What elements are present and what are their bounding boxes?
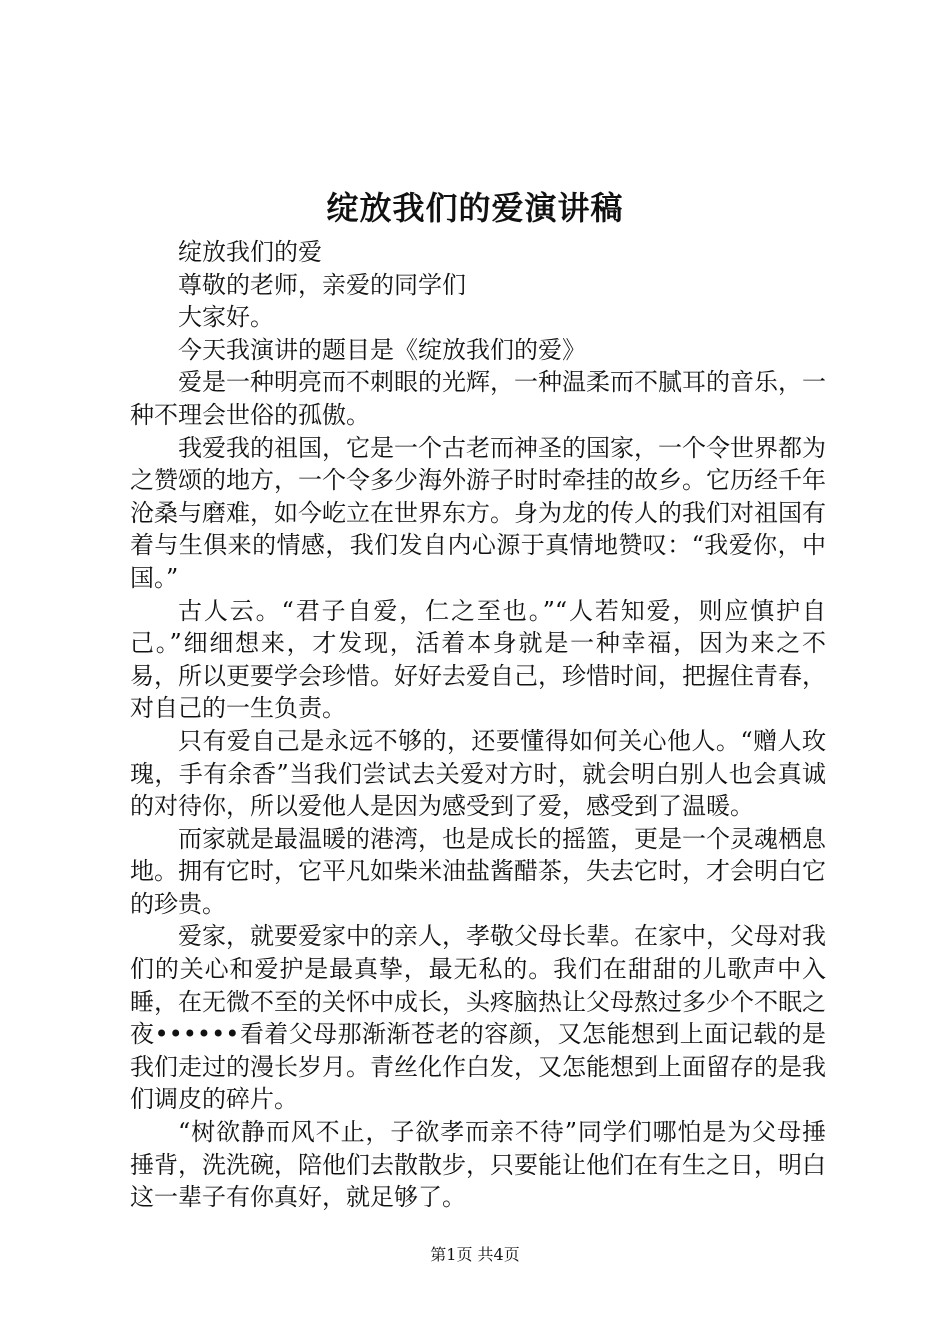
paragraph-greeting: 大家好。 — [178, 303, 274, 332]
paragraph: 我爱我的祖国，它是一个古老而神圣的国家，一个令世界都为之赞颂的地方，一个令多少海外游子时时牵挂的故乡。它历经千年沧桑与磨难，如今屹立在世界东方。身为龙的传人的我们对祖国有着与生俱来的情感，我们发自内心源于真情地赞叹：“我爱你，中国。” — [130, 433, 826, 592]
paragraph: 古人云。“君子自爱，仁之至也。”“人若知爱，则应慎护自己。”细细想来，才发现，活着本身就是一种幸福，因为来之不易，所以更要学会珍惜。好好去爱自己，珍惜时间，把握住青春，对自己的一生负责。 — [130, 596, 826, 723]
page-number: 第1页 共4页 — [430, 1245, 520, 1264]
paragraph: 只有爱自己是永远不够的，还要懂得如何关心他人。“赠人玫瑰，手有余香”当我们尝试去关爱对方时，就会明白别人也会真诚的对待你，所以爱他人是因为感受到了爱，感受到了温暖。 — [130, 726, 826, 821]
paragraph-salutation: 尊敬的老师，亲爱的同学们 — [178, 270, 466, 299]
document-title: 绽放我们的爱演讲稿 — [326, 189, 624, 227]
paragraph-heading: 绽放我们的爱 — [178, 238, 322, 266]
paragraph-topic: 今天我演讲的题目是《绽放我们的爱》 — [178, 335, 586, 364]
document-body — [130, 236, 826, 1214]
paragraph: 而家就是最温暖的港湾，也是成长的摇篮，更是一个灵魂栖息地。拥有它时，它平凡如柴米油盐酱醋茶，失去它时，才会明白它的珍贵。 — [130, 824, 826, 918]
paragraph: 爱是一种明亮而不刺眼的光辉，一种温柔而不腻耳的音乐，一种不理会世俗的孤傲。 — [130, 368, 826, 429]
paragraph: 爱家，就要爱家中的亲人，孝敬父母长辈。在家中，父母对我们的关心和爱护是最真挚，最无私的。我们在甜甜的儿歌声中入睡，在无微不至的关怀中成长，头疼脑热让父母熬过多少个不眠之夜••••••看着父母那渐渐苍老的容颜，又怎能想到上面记载的是我们走过的漫长岁月。青丝化作白发，又怎能想到上面留存的是我们调皮的碎片。 — [130, 922, 826, 1114]
paragraph: “树欲静而风不止，子欲孝而亲不待”同学们哪怕是为父母捶捶背，洗洗碗，陪他们去散散步，只要能让他们在有生之日，明白这一辈子有你真好，就足够了。 — [130, 1118, 826, 1212]
